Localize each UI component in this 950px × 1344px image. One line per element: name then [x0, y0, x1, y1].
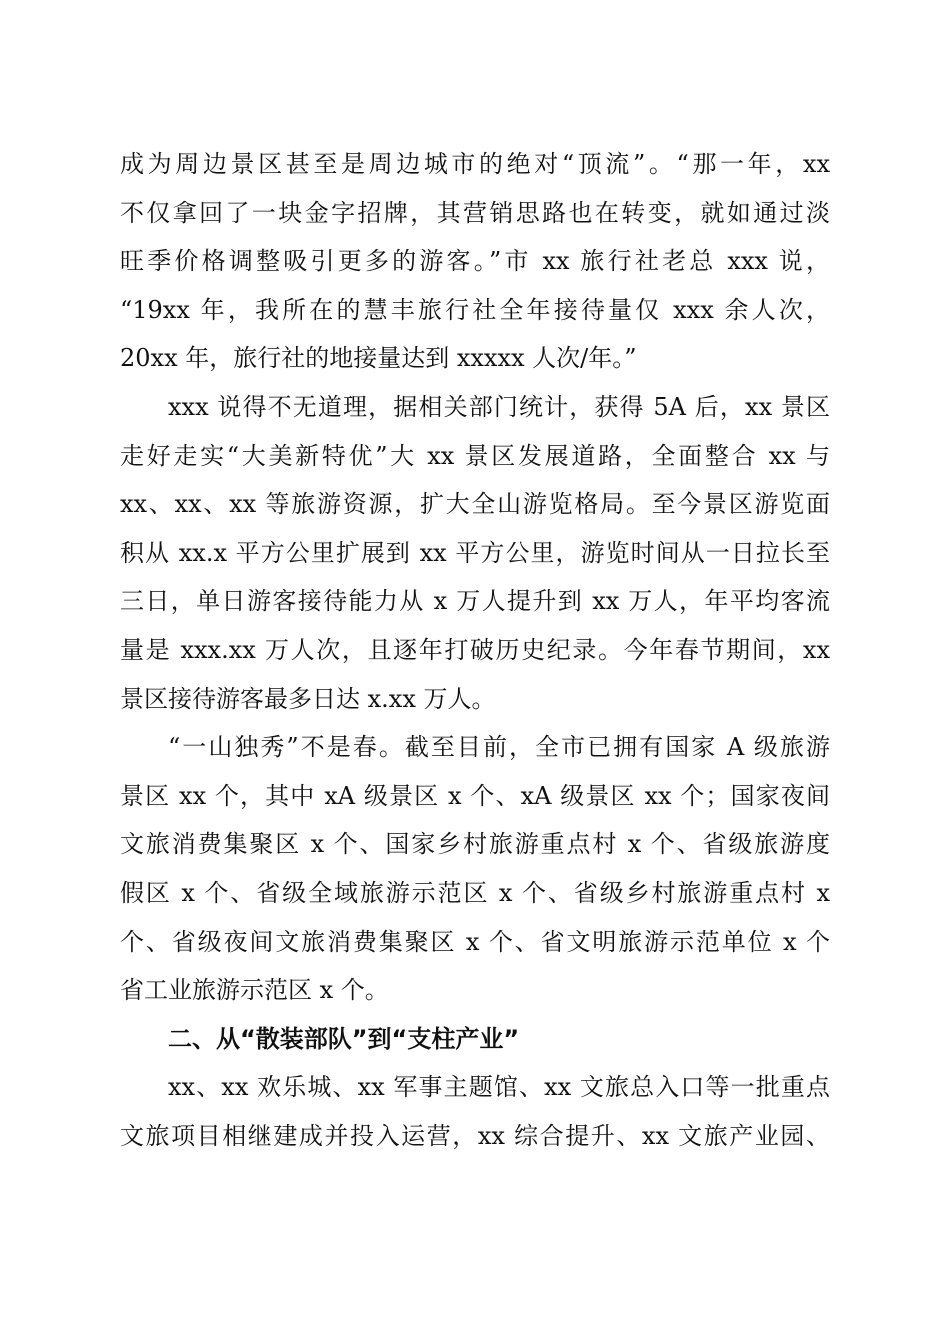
text-line: 文旅消费集聚区 x 个、国家乡村旅游重点村 x 个、省级旅游度	[120, 830, 830, 859]
text-line: 个、省级夜间文旅消费集聚区 x 个、省文明旅游示范单位 x 个	[120, 927, 830, 956]
paragraph-4	[120, 1063, 830, 1160]
text-line: 量是 xxx.xx 万人次，且逐年打破历史纪录。今年春节期间，xx	[120, 635, 830, 664]
text-line: 景区接待游客最多日达 x.xx 万人。	[120, 684, 496, 713]
text-line: 成为周边景区甚至是周边城市的绝对“顶流”。“那一年，xx	[120, 150, 830, 178]
document-body	[120, 140, 830, 1160]
text-line: 三日，单日游客接待能力从 x 万人提升到 xx 万人，年平均客流	[120, 587, 830, 616]
section-heading	[120, 1015, 830, 1064]
text-line: xxx 说得不无道理，据相关部门统计，获得 5A 后，xx 景区	[168, 392, 830, 421]
text-line: 旺季价格调整吸引更多的游客。”市 xx 旅行社老总 xxx 说，	[120, 247, 830, 276]
text-line: 省工业旅游示范区 x 个。	[120, 976, 389, 1005]
text-line: 假区 x 个、省级全域旅游示范区 x 个、省级乡村旅游重点村 x	[120, 878, 830, 907]
text-line: “19xx 年，我所在的慧丰旅行社全年接待量仅 xxx 余人次，	[120, 295, 830, 324]
text-line: 走好走实“大美新特优”大 xx 景区发展道路，全面整合 xx 与	[120, 441, 830, 470]
text-line: “一山独秀”不是春。截至目前，全市已拥有国家 A 级旅游	[168, 733, 830, 762]
text-line: 文旅项目相继建成并投入运营，xx 综合提升、xx 文旅产业园、	[120, 1121, 830, 1150]
text-line: 不仅拿回了一块金字招牌，其营销思路也在转变，就如通过淡	[120, 198, 830, 227]
text-line: 20xx 年，旅行社的地接量达到 xxxxx 人次/年。”	[120, 344, 637, 373]
text-line: xx、xx、xx 等旅游资源，扩大全山游览格局。至今景区游览面	[120, 490, 830, 519]
paragraph-2	[120, 383, 830, 723]
paragraph-1	[120, 140, 830, 383]
paragraph-3	[120, 723, 830, 1015]
text-line: 景区 xx 个，其中 xA 级景区 x 个、xA 级景区 xx 个；国家夜间	[120, 781, 830, 810]
text-line: 积从 xx.x 平方公里扩展到 xx 平方公里，游览时间从一日拉长至	[120, 538, 830, 567]
section-heading-text: 二、从“散装部队”到“支柱产业”	[168, 1024, 520, 1053]
text-line: xx、xx 欢乐城、xx 军事主题馆、xx 文旅总入口等一批重点	[168, 1073, 830, 1102]
